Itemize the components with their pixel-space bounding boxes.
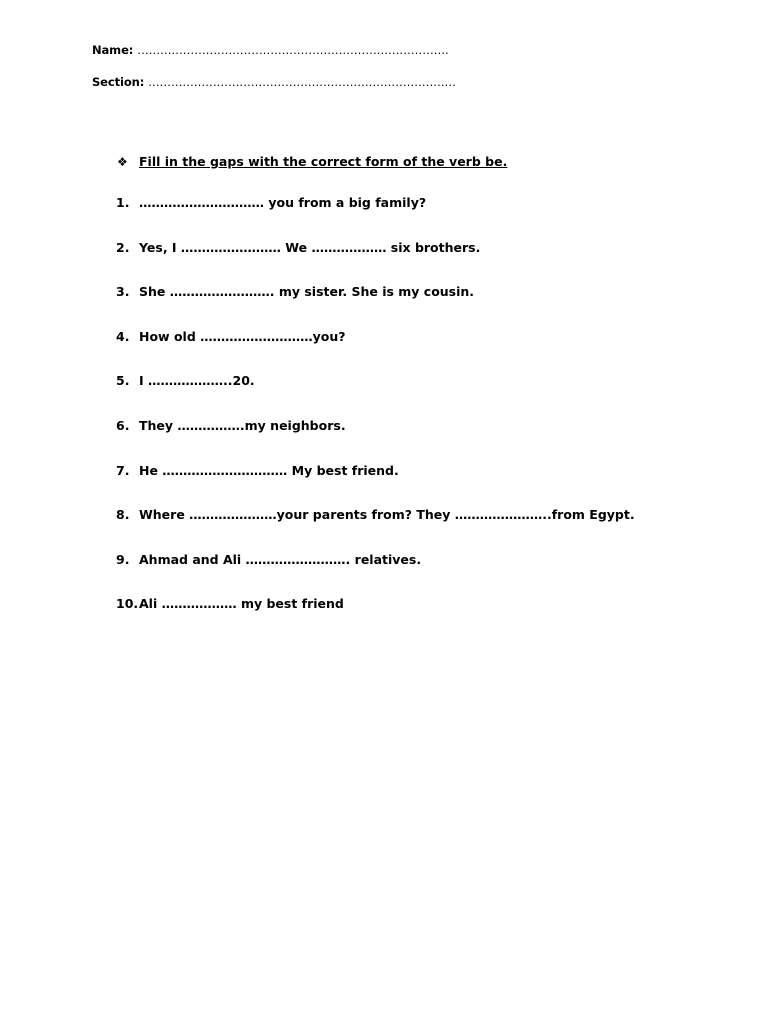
question-text: Ali ……………… my best friend [139, 596, 344, 612]
question-item [116, 283, 635, 328]
question-number: 5. [116, 373, 130, 389]
name-field [92, 43, 449, 57]
question-text: Where …………………your parents from? They …………………..from Egypt. [139, 507, 635, 523]
question-item [116, 551, 635, 596]
question-number: 6. [116, 417, 130, 433]
question-item [116, 595, 635, 640]
name-label: Name: [92, 43, 134, 57]
question-number: 1. [116, 195, 130, 210]
question-list [116, 194, 635, 640]
question-item [116, 462, 635, 507]
question-number: 4. [116, 328, 130, 344]
question-text: How old ………………………you? [139, 328, 346, 344]
diamond-bullet-icon: ❖ [117, 155, 128, 169]
question-text: She ……………………. my sister. She is my cousin. [139, 284, 475, 300]
question-number: 3. [116, 284, 130, 300]
question-text: Ahmad and Ali ……………………. relatives. [139, 551, 422, 567]
question-number: 2. [116, 239, 130, 255]
instruction-text: Fill in the gaps with the correct form of the verb be. [139, 154, 508, 169]
question-item [116, 239, 635, 284]
question-number: 9. [116, 551, 130, 567]
question-item [116, 328, 635, 373]
question-number: 10. [116, 596, 139, 612]
section-label: Section: [92, 75, 145, 89]
question-item [116, 194, 635, 239]
question-text: ………………………… you from a big family? [139, 195, 427, 210]
question-number: 8. [116, 507, 130, 523]
question-text: They …………….my neighbors. [139, 417, 346, 433]
section-field [92, 75, 456, 89]
question-text: Yes, I …………………… We ……………… six brothers. [139, 239, 481, 255]
question-text: He ………………………… My best friend. [139, 462, 399, 478]
question-text: I ………………..20. [139, 373, 255, 389]
instruction [117, 154, 507, 169]
question-item [116, 372, 635, 417]
question-item [116, 417, 635, 462]
section-blank: ……………………………………………………………………… [148, 75, 456, 89]
name-blank: ………………………………………………………………………. [137, 43, 449, 57]
question-item [116, 506, 635, 551]
question-number: 7. [116, 462, 130, 478]
